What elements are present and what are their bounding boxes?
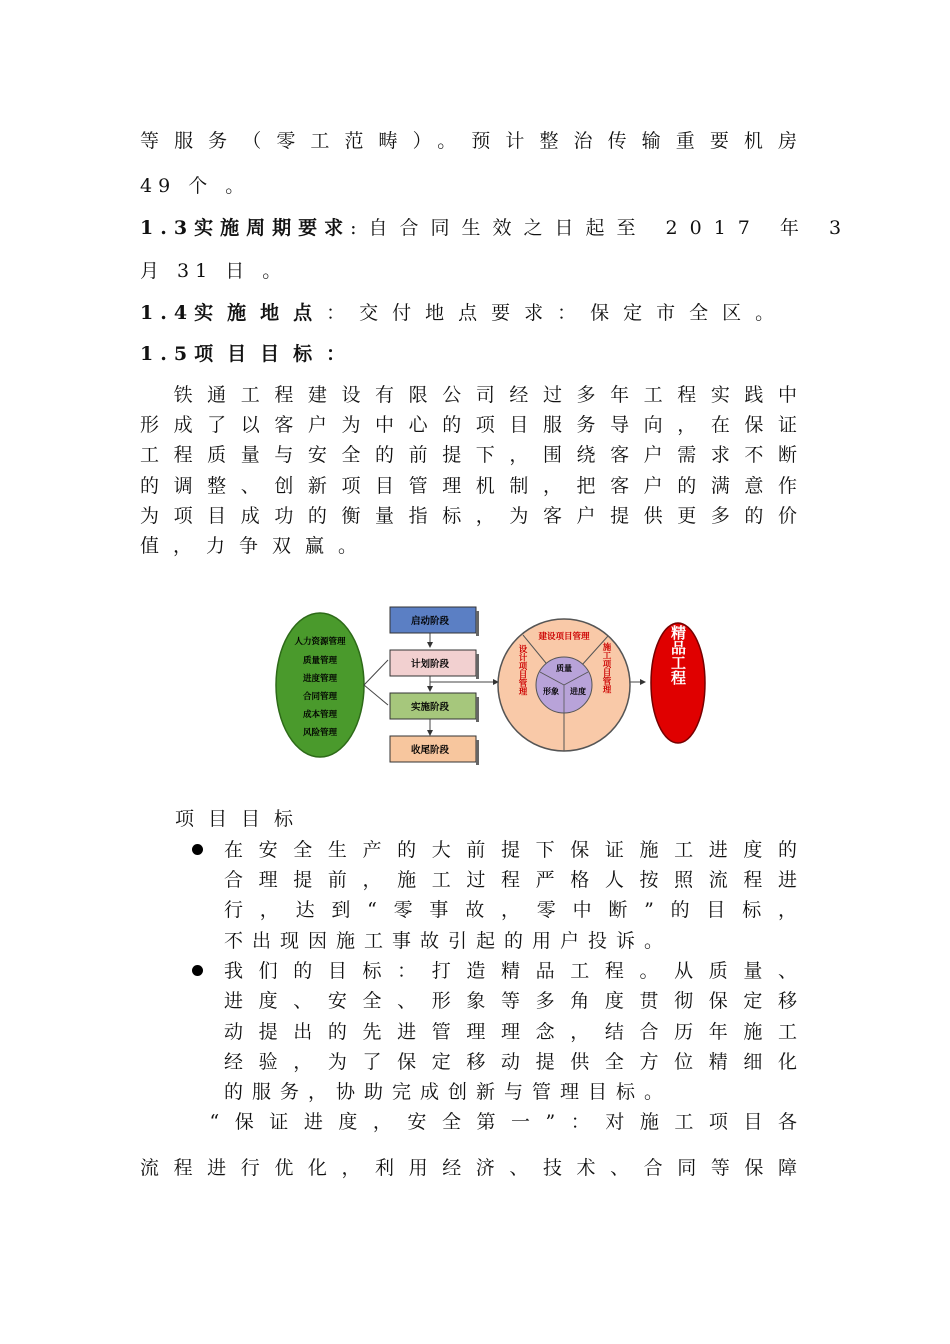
bullet-line: 不出现因施工事故引起的用户投诉。 <box>224 930 673 952</box>
project-management-circle <box>498 619 630 751</box>
text-line-tail-1: “保证进度，安全第一”：对施工项目各 <box>175 1111 797 1133</box>
section-1-5-heading <box>140 342 805 366</box>
section-number: 1.4 <box>140 302 195 324</box>
text-line-2: 49 个 。 <box>140 175 251 197</box>
section-text: :自合同生效之日起至 2017 年 3 <box>350 217 854 239</box>
stage-label: 启动阶段 <box>410 616 450 627</box>
section-title: 项目目标： <box>194 343 360 365</box>
bullet-line: 行，达到“零事故，零中断”的目标， <box>224 899 797 921</box>
project-management-diagram <box>270 590 720 765</box>
stage-label: 收尾阶段 <box>410 745 450 756</box>
section-title: 实施周期要求 <box>194 217 351 239</box>
section-number: 1.3 <box>140 217 195 239</box>
diagram-caption: 项目目标 <box>175 808 308 830</box>
section-number: 1.5 <box>140 343 195 365</box>
paragraph-line: 铁通工程建设有限公司经过多年工程实践中 <box>140 384 797 406</box>
section-1-3-continuation: 月 31 日 。 <box>140 260 288 282</box>
paragraph-line: 形成了以客户为中心的项目服务导向，在保证 <box>140 414 797 436</box>
circle-left-label: 设计项目管理 <box>517 644 527 696</box>
text-line-1: 等服务（零工范畴）。预计整治传输重要机房 <box>140 130 797 152</box>
area-label: 合同管理 <box>302 692 338 702</box>
bullet-line: 的服务，协助完成创新与管理目标。 <box>224 1081 673 1103</box>
bullet-line: 动提出的先进管理理念，结合历年施工 <box>224 1021 797 1043</box>
section-1-3-heading <box>140 216 854 240</box>
bullet-line: 经验，为了保定移动提供全方位精细化 <box>224 1051 797 1073</box>
paragraph-line: 为项目成功的衡量指标，为客户提供更多的价 <box>140 505 797 527</box>
section-title: 实施地点 <box>194 302 327 324</box>
text-line-tail-2: 流程进行优化，利用经济、技术、合同等保障 <box>140 1157 797 1179</box>
result-ellipse <box>651 623 705 743</box>
area-label: 风险管理 <box>302 728 338 738</box>
management-areas-ellipse <box>276 613 364 757</box>
bullet-line: 合理提前，施工过程严格人按照流程进 <box>224 869 797 891</box>
stage-label: 计划阶段 <box>410 659 450 670</box>
bullet-dot <box>192 844 203 855</box>
core-label: 形象 <box>543 687 559 696</box>
bullet-line: 在安全生产的大前提下保证施工进度的 <box>224 839 797 861</box>
paragraph-line: 值，力争双赢。 <box>140 535 372 557</box>
area-label: 人力资源管理 <box>294 637 346 647</box>
section-1-4-heading <box>140 301 805 325</box>
area-label: 成本管理 <box>302 710 338 720</box>
section-text: ：交付地点要求：保定市全区。 <box>326 302 789 324</box>
paragraph-line: 的调整、创新项目管理机制，把客户的满意作 <box>140 475 797 497</box>
circle-right-label: 施工项目管理 <box>601 642 611 694</box>
paragraph-line: 工程质量与安全的前提下，围绕客户需求不断 <box>140 444 797 466</box>
area-label: 质量管理 <box>302 656 338 666</box>
bullet-line: 进度、安全、形象等多角度贯彻保定移 <box>224 990 797 1012</box>
result-label: 精品工程 <box>669 625 687 685</box>
stage-boxes <box>390 607 479 765</box>
core-label: 质量 <box>556 664 572 673</box>
bullet-dot <box>192 965 203 976</box>
core-label: 进度 <box>570 687 586 696</box>
area-label: 进度管理 <box>302 674 338 684</box>
circle-top-label: 建设项目管理 <box>538 632 590 642</box>
stage-label: 实施阶段 <box>410 702 450 713</box>
bullet-line: 我们的目标：打造精品工程。从质量、 <box>224 960 797 982</box>
